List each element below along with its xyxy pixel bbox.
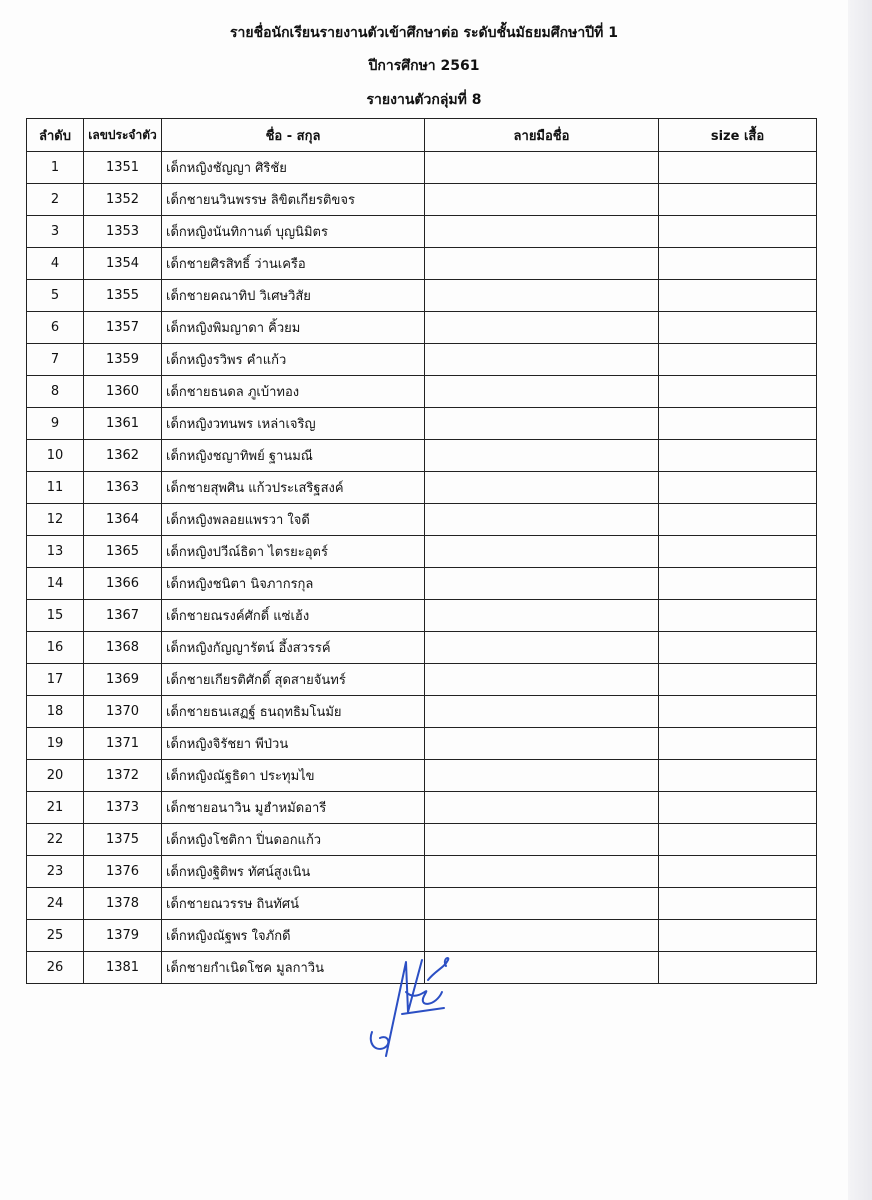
student-id-cell: 1351: [84, 152, 162, 184]
order-cell: 23: [27, 856, 84, 888]
group-label: รายงานตัวกลุ่มที่ 8: [366, 92, 482, 108]
signature-cell: [425, 920, 659, 952]
student-id-cell: 1379: [84, 920, 162, 952]
signature-cell: [425, 280, 659, 312]
student-id-cell: 1364: [84, 504, 162, 536]
student-id-cell: 1367: [84, 600, 162, 632]
table-header-row: [27, 119, 817, 152]
student-name-cell: เด็กชายธนดล ภูเบ้าทอง: [162, 376, 425, 408]
table-row: [27, 184, 817, 216]
student-id-cell: 1366: [84, 568, 162, 600]
shirt-size-cell: [659, 408, 817, 440]
signature-cell: [425, 696, 659, 728]
student-name-cell: เด็กหญิงชญาทิพย์ ฐานมณี: [162, 440, 425, 472]
shirt-size-cell: [659, 856, 817, 888]
student-name-cell: เด็กหญิงนันทิกานต์ บุญนิมิตร: [162, 216, 425, 248]
student-name-cell: เด็กหญิงจิรัชยา พีป่วน: [162, 728, 425, 760]
signature-cell: [425, 216, 659, 248]
shirt-size-cell: [659, 536, 817, 568]
student-name-cell: เด็กหญิงชัญญา ศิริชัย: [162, 152, 425, 184]
order-cell: 2: [27, 184, 84, 216]
student-name-cell: เด็กชายนวินพรรษ ลิขิตเกียรติขจร: [162, 184, 425, 216]
student-id-cell: 1354: [84, 248, 162, 280]
signature-cell: [425, 440, 659, 472]
table-row: [27, 312, 817, 344]
student-id-cell: 1370: [84, 696, 162, 728]
shirt-size-cell: [659, 888, 817, 920]
signature-cell: [425, 376, 659, 408]
student-id-cell: 1359: [84, 344, 162, 376]
table-body: [27, 152, 817, 984]
order-cell: 7: [27, 344, 84, 376]
order-cell: 5: [27, 280, 84, 312]
shirt-size-cell: [659, 344, 817, 376]
signature-cell: [425, 632, 659, 664]
signature-cell: [425, 312, 659, 344]
column-header-student-id: เลขประจำตัว: [84, 119, 162, 152]
student-name-cell: เด็กหญิงรวิพร คำแก้ว: [162, 344, 425, 376]
order-cell: 16: [27, 632, 84, 664]
student-id-cell: 1360: [84, 376, 162, 408]
shirt-size-cell: [659, 952, 817, 984]
shirt-size-cell: [659, 728, 817, 760]
signature-cell: [425, 760, 659, 792]
signature-cell: [425, 888, 659, 920]
student-name-cell: เด็กชายอนาวิน มูฮำหมัดอารี: [162, 792, 425, 824]
order-cell: 10: [27, 440, 84, 472]
student-id-cell: 1362: [84, 440, 162, 472]
table-row: [27, 280, 817, 312]
student-id-cell: 1378: [84, 888, 162, 920]
student-id-cell: 1368: [84, 632, 162, 664]
order-cell: 8: [27, 376, 84, 408]
signature-cell: [425, 504, 659, 536]
table-row: [27, 696, 817, 728]
signature-cell: [425, 792, 659, 824]
table-row: [27, 248, 817, 280]
table-row: [27, 856, 817, 888]
table-row: [27, 408, 817, 440]
order-cell: 14: [27, 568, 84, 600]
order-cell: 26: [27, 952, 84, 984]
student-name-cell: เด็กหญิงชนิตา นิจภากรกุล: [162, 568, 425, 600]
order-cell: 11: [27, 472, 84, 504]
order-cell: 3: [27, 216, 84, 248]
student-id-cell: 1365: [84, 536, 162, 568]
student-name-cell: เด็กชายกำเนิดโชค มูลกาวิน: [162, 952, 425, 984]
table-row: [27, 888, 817, 920]
signature-cell: [425, 600, 659, 632]
shirt-size-cell: [659, 440, 817, 472]
table-row: [27, 152, 817, 184]
student-name-cell: เด็กชายเกียรติศักดิ์ สุดสายจันทร์: [162, 664, 425, 696]
order-cell: 13: [27, 536, 84, 568]
table-row: [27, 792, 817, 824]
table-row: [27, 568, 817, 600]
signature-cell: [425, 664, 659, 696]
signature-cell: [425, 536, 659, 568]
signature-cell: [425, 728, 659, 760]
order-cell: 15: [27, 600, 84, 632]
column-header-signature: ลายมือชื่อ: [425, 119, 659, 152]
document-title: รายชื่อนักเรียนรายงานตัวเข้าศึกษาต่อ ระดับชั้นมัธยมศึกษาปีที่ 1: [230, 25, 618, 41]
signature-cell: [425, 184, 659, 216]
table-row: [27, 504, 817, 536]
table-row: [27, 216, 817, 248]
table-row: [27, 920, 817, 952]
student-id-cell: 1363: [84, 472, 162, 504]
student-roster-table: [26, 118, 817, 984]
order-cell: 12: [27, 504, 84, 536]
signature-cell: [425, 568, 659, 600]
student-name-cell: เด็กหญิงณัฐพร ใจภักดี: [162, 920, 425, 952]
student-name-cell: เด็กหญิงกัญญารัตน์ อึ้งสวรรค์: [162, 632, 425, 664]
student-name-cell: เด็กหญิงวทนพร เหล่าเจริญ: [162, 408, 425, 440]
student-id-cell: 1353: [84, 216, 162, 248]
shirt-size-cell: [659, 152, 817, 184]
scan-edge: [848, 0, 872, 1200]
student-name-cell: เด็กชายศิรสิทธิ์ ว่านเครือ: [162, 248, 425, 280]
student-id-cell: 1352: [84, 184, 162, 216]
shirt-size-cell: [659, 664, 817, 696]
signature-cell: [425, 856, 659, 888]
student-name-cell: เด็กชายณรงค์ศักดิ์ แซ่เฮ้ง: [162, 600, 425, 632]
student-id-cell: 1372: [84, 760, 162, 792]
student-name-cell: เด็กหญิงพลอยแพรวา ใจดี: [162, 504, 425, 536]
table-row: [27, 664, 817, 696]
order-cell: 4: [27, 248, 84, 280]
shirt-size-cell: [659, 568, 817, 600]
student-id-cell: 1369: [84, 664, 162, 696]
student-id-cell: 1355: [84, 280, 162, 312]
academic-year: ปีการศึกษา 2561: [368, 58, 480, 74]
student-id-cell: 1375: [84, 824, 162, 856]
table-row: [27, 728, 817, 760]
student-id-cell: 1381: [84, 952, 162, 984]
shirt-size-cell: [659, 504, 817, 536]
handwritten-signature: [362, 952, 462, 1062]
student-name-cell: เด็กหญิงปวีณ์ธิดา ไตรยะอุตร์: [162, 536, 425, 568]
order-cell: 24: [27, 888, 84, 920]
order-cell: 18: [27, 696, 84, 728]
column-header-order: ลำดับ: [27, 119, 84, 152]
student-name-cell: เด็กชายธนเสฏฐ์ ธนฤทธิมโนมัย: [162, 696, 425, 728]
table-row: [27, 344, 817, 376]
student-id-cell: 1373: [84, 792, 162, 824]
shirt-size-cell: [659, 600, 817, 632]
table-row: [27, 760, 817, 792]
shirt-size-cell: [659, 376, 817, 408]
order-cell: 17: [27, 664, 84, 696]
shirt-size-cell: [659, 184, 817, 216]
order-cell: 1: [27, 152, 84, 184]
order-cell: 19: [27, 728, 84, 760]
signature-cell: [425, 408, 659, 440]
table-row: [27, 632, 817, 664]
student-name-cell: เด็กหญิงณัฐธิดา ประทุมไข: [162, 760, 425, 792]
signature-cell: [425, 472, 659, 504]
student-name-cell: เด็กชายณวรรษ ถินทัศน์: [162, 888, 425, 920]
signature-cell: [425, 824, 659, 856]
table-row: [27, 600, 817, 632]
shirt-size-cell: [659, 632, 817, 664]
order-cell: 21: [27, 792, 84, 824]
shirt-size-cell: [659, 920, 817, 952]
signature-cell: [425, 152, 659, 184]
signature-cell: [425, 248, 659, 280]
student-name-cell: เด็กชายคณาทิป วิเศษวิสัย: [162, 280, 425, 312]
shirt-size-cell: [659, 280, 817, 312]
table-row: [27, 376, 817, 408]
shirt-size-cell: [659, 472, 817, 504]
column-header-name: ชื่อ - สกุล: [162, 119, 425, 152]
order-cell: 6: [27, 312, 84, 344]
shirt-size-cell: [659, 792, 817, 824]
shirt-size-cell: [659, 760, 817, 792]
student-id-cell: 1376: [84, 856, 162, 888]
order-cell: 25: [27, 920, 84, 952]
table-row: [27, 440, 817, 472]
column-header-shirt-size: size เสื้อ: [659, 119, 817, 152]
order-cell: 20: [27, 760, 84, 792]
student-name-cell: เด็กชายสุพศิน แก้วประเสริฐสงค์: [162, 472, 425, 504]
student-name-cell: เด็กหญิงพิมญาดา คิ้วยม: [162, 312, 425, 344]
student-id-cell: 1357: [84, 312, 162, 344]
shirt-size-cell: [659, 824, 817, 856]
table-row: [27, 824, 817, 856]
shirt-size-cell: [659, 312, 817, 344]
order-cell: 22: [27, 824, 84, 856]
student-name-cell: เด็กหญิงฐิติพร ทัศน์สูงเนิน: [162, 856, 425, 888]
shirt-size-cell: [659, 248, 817, 280]
student-name-cell: เด็กหญิงโชติกา ปิ่นดอกแก้ว: [162, 824, 425, 856]
student-id-cell: 1371: [84, 728, 162, 760]
signature-cell: [425, 344, 659, 376]
student-id-cell: 1361: [84, 408, 162, 440]
shirt-size-cell: [659, 216, 817, 248]
table-row: [27, 536, 817, 568]
order-cell: 9: [27, 408, 84, 440]
shirt-size-cell: [659, 696, 817, 728]
table-row: [27, 472, 817, 504]
